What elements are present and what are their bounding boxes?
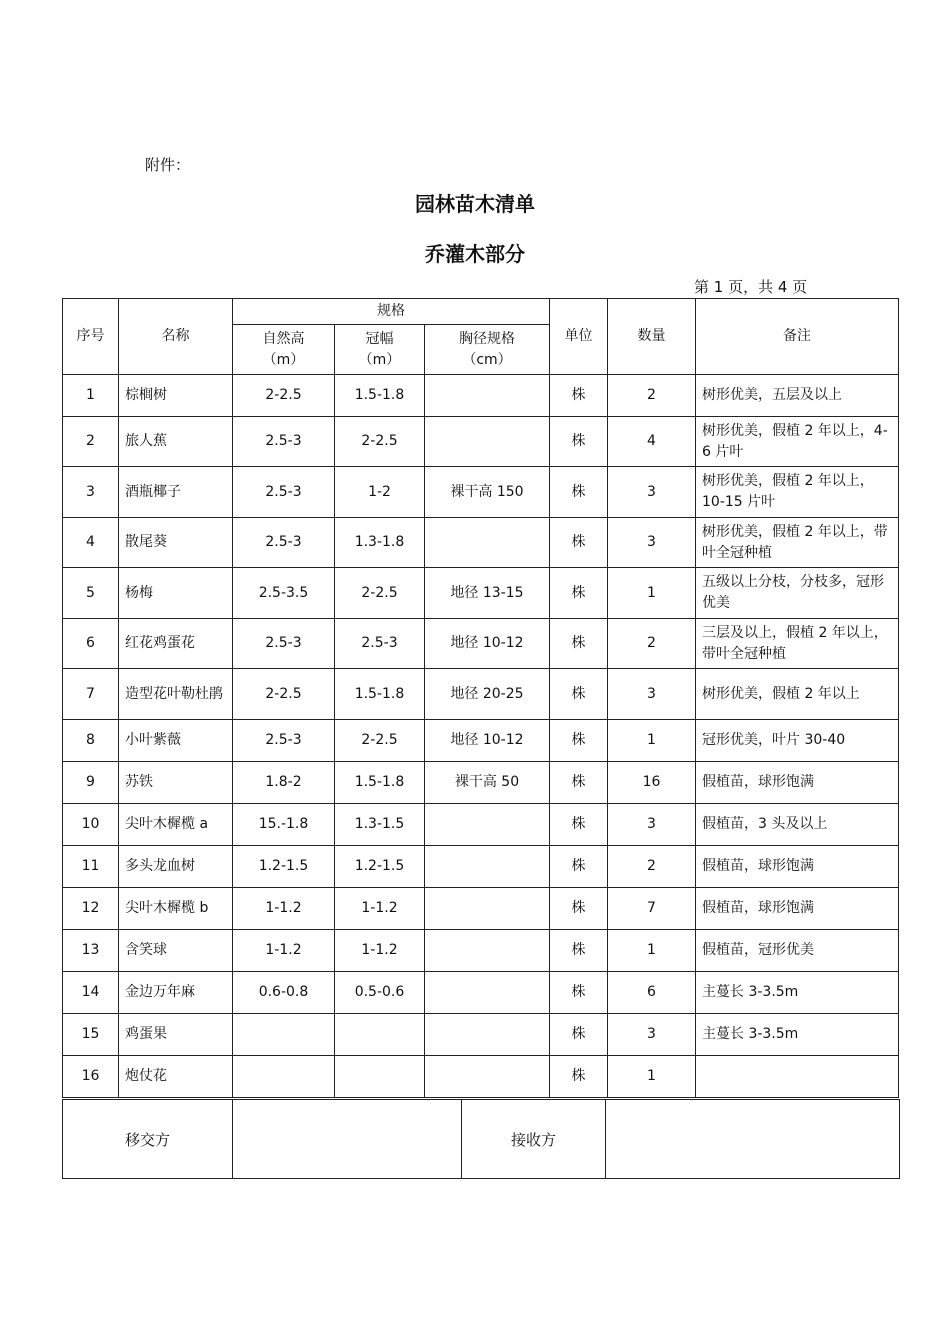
table-row xyxy=(63,930,899,972)
row-height: 1-1.2 xyxy=(233,888,335,930)
table-row xyxy=(63,888,899,930)
row-name: 散尾葵 xyxy=(119,518,233,568)
row-unit: 株 xyxy=(550,1014,608,1056)
row-unit: 株 xyxy=(550,467,608,518)
row-crown: 1.5-1.8 xyxy=(335,375,425,417)
row-note: 树形优美，假植 2 年以上，4-6 片叶 xyxy=(696,417,899,467)
row-qty: 1 xyxy=(608,1056,696,1098)
row-index: 16 xyxy=(63,1056,119,1098)
row-index: 6 xyxy=(63,619,119,669)
row-name: 金边万年麻 xyxy=(119,972,233,1014)
table-row xyxy=(63,669,899,720)
row-dbh xyxy=(425,518,550,568)
row-unit: 株 xyxy=(550,930,608,972)
row-qty: 3 xyxy=(608,1014,696,1056)
row-note: 假植苗，3 头及以上 xyxy=(696,804,899,846)
row-dbh xyxy=(425,804,550,846)
header-qty: 数量 xyxy=(608,299,696,375)
row-note: 树形优美，五层及以上 xyxy=(696,375,899,417)
row-index: 14 xyxy=(63,972,119,1014)
row-unit: 株 xyxy=(550,1056,608,1098)
row-qty: 1 xyxy=(608,930,696,972)
row-crown: 2-2.5 xyxy=(335,568,425,619)
row-height: 2-2.5 xyxy=(233,669,335,720)
row-name: 尖叶木樨榄 a xyxy=(119,804,233,846)
row-crown: 1-2 xyxy=(335,467,425,518)
header-spec: 规格 xyxy=(233,299,550,325)
table-row xyxy=(63,417,899,467)
row-dbh xyxy=(425,888,550,930)
transfer-party-label: 移交方 xyxy=(63,1100,233,1179)
row-crown: 1.5-1.8 xyxy=(335,762,425,804)
row-note: 假植苗，球形饱满 xyxy=(696,888,899,930)
row-dbh xyxy=(425,1014,550,1056)
row-dbh xyxy=(425,375,550,417)
row-note: 假植苗，球形饱满 xyxy=(696,846,899,888)
row-name: 含笑球 xyxy=(119,930,233,972)
row-unit: 株 xyxy=(550,720,608,762)
table-row xyxy=(63,568,899,619)
row-qty: 7 xyxy=(608,888,696,930)
row-crown: 1-1.2 xyxy=(335,930,425,972)
row-unit: 株 xyxy=(550,375,608,417)
row-qty: 2 xyxy=(608,375,696,417)
row-height: 2.5-3 xyxy=(233,720,335,762)
row-crown: 2.5-3 xyxy=(335,619,425,669)
header-unit: 单位 xyxy=(550,299,608,375)
table-row xyxy=(63,375,899,417)
row-height: 2.5-3 xyxy=(233,619,335,669)
row-index: 4 xyxy=(63,518,119,568)
header-crown: 冠幅 （m） xyxy=(335,325,425,375)
row-note: 三层及以上，假植 2 年以上，带叶全冠种植 xyxy=(696,619,899,669)
row-name: 杨梅 xyxy=(119,568,233,619)
row-index: 5 xyxy=(63,568,119,619)
row-height: 2-2.5 xyxy=(233,375,335,417)
row-height xyxy=(233,1056,335,1098)
row-unit: 株 xyxy=(550,518,608,568)
row-qty: 6 xyxy=(608,972,696,1014)
row-dbh: 地径 10-12 xyxy=(425,619,550,669)
document-subtitle: 乔灌木部分 xyxy=(425,242,525,266)
row-index: 3 xyxy=(63,467,119,518)
table-row xyxy=(63,720,899,762)
row-name: 红花鸡蛋花 xyxy=(119,619,233,669)
row-qty: 2 xyxy=(608,846,696,888)
row-qty: 2 xyxy=(608,619,696,669)
table-row xyxy=(63,467,899,518)
row-crown xyxy=(335,1014,425,1056)
row-unit: 株 xyxy=(550,762,608,804)
row-name: 小叶紫薇 xyxy=(119,720,233,762)
row-qty: 4 xyxy=(608,417,696,467)
row-unit: 株 xyxy=(550,888,608,930)
row-dbh: 地径 10-12 xyxy=(425,720,550,762)
table-row xyxy=(63,972,899,1014)
row-note: 树形优美，假植 2 年以上，10-15 片叶 xyxy=(696,467,899,518)
row-note: 假植苗，冠形优美 xyxy=(696,930,899,972)
row-note: 主蔓长 3-3.5m xyxy=(696,1014,899,1056)
row-dbh xyxy=(425,846,550,888)
row-note: 五级以上分枝，分枝多，冠形优美 xyxy=(696,568,899,619)
row-note xyxy=(696,1056,899,1098)
row-dbh: 地径 20-25 xyxy=(425,669,550,720)
table-row xyxy=(63,762,899,804)
row-index: 8 xyxy=(63,720,119,762)
row-dbh xyxy=(425,972,550,1014)
row-height: 1-1.2 xyxy=(233,930,335,972)
row-dbh xyxy=(425,1056,550,1098)
row-name: 棕榈树 xyxy=(119,375,233,417)
receive-party-label: 接收方 xyxy=(462,1100,606,1179)
row-crown: 2-2.5 xyxy=(335,417,425,467)
row-unit: 株 xyxy=(550,417,608,467)
row-height xyxy=(233,1014,335,1056)
row-qty: 16 xyxy=(608,762,696,804)
header-note: 备注 xyxy=(696,299,899,375)
row-name: 炮仗花 xyxy=(119,1056,233,1098)
table-row xyxy=(63,804,899,846)
row-crown: 1-1.2 xyxy=(335,888,425,930)
row-crown xyxy=(335,1056,425,1098)
header-index: 序号 xyxy=(63,299,119,375)
row-unit: 株 xyxy=(550,669,608,720)
row-qty: 1 xyxy=(608,568,696,619)
row-unit: 株 xyxy=(550,568,608,619)
table-row xyxy=(63,1056,899,1098)
row-crown: 0.5-0.6 xyxy=(335,972,425,1014)
row-unit: 株 xyxy=(550,972,608,1014)
row-index: 12 xyxy=(63,888,119,930)
row-note: 树形优美，假植 2 年以上 xyxy=(696,669,899,720)
nursery-stock-table xyxy=(62,298,899,1098)
row-index: 15 xyxy=(63,1014,119,1056)
row-crown: 2-2.5 xyxy=(335,720,425,762)
row-qty: 3 xyxy=(608,518,696,568)
row-crown: 1.3-1.8 xyxy=(335,518,425,568)
row-name: 旅人蕉 xyxy=(119,417,233,467)
header-height: 自然高 （m） xyxy=(233,325,335,375)
row-unit: 株 xyxy=(550,804,608,846)
row-note: 假植苗，球形饱满 xyxy=(696,762,899,804)
row-height: 15.-1.8 xyxy=(233,804,335,846)
row-height: 1.2-1.5 xyxy=(233,846,335,888)
row-dbh: 裸干高 150 xyxy=(425,467,550,518)
table-row xyxy=(63,619,899,669)
row-note: 主蔓长 3-3.5m xyxy=(696,972,899,1014)
row-height: 0.6-0.8 xyxy=(233,972,335,1014)
transfer-party-field[interactable] xyxy=(233,1100,462,1179)
header-dbh: 胸径规格 （cm） xyxy=(425,325,550,375)
row-crown: 1.3-1.5 xyxy=(335,804,425,846)
table-row xyxy=(63,846,899,888)
header-name: 名称 xyxy=(119,299,233,375)
row-index: 9 xyxy=(63,762,119,804)
row-qty: 3 xyxy=(608,467,696,518)
row-note: 冠形优美，叶片 30-40 xyxy=(696,720,899,762)
row-unit: 株 xyxy=(550,619,608,669)
row-index: 2 xyxy=(63,417,119,467)
row-qty: 3 xyxy=(608,804,696,846)
row-height: 2.5-3 xyxy=(233,518,335,568)
row-index: 1 xyxy=(63,375,119,417)
receive-party-field[interactable] xyxy=(606,1100,900,1179)
row-index: 7 xyxy=(63,669,119,720)
row-dbh: 地径 13-15 xyxy=(425,568,550,619)
row-height: 2.5-3.5 xyxy=(233,568,335,619)
row-name: 造型花叶勒杜鹃 xyxy=(119,669,233,720)
row-name: 酒瓶椰子 xyxy=(119,467,233,518)
row-name: 苏铁 xyxy=(119,762,233,804)
row-note: 树形优美，假植 2 年以上，带叶全冠种植 xyxy=(696,518,899,568)
table-row xyxy=(63,1014,899,1056)
row-index: 13 xyxy=(63,930,119,972)
attachment-label: 附件： xyxy=(145,156,191,174)
row-height: 1.8-2 xyxy=(233,762,335,804)
row-index: 10 xyxy=(63,804,119,846)
row-name: 鸡蛋果 xyxy=(119,1014,233,1056)
row-dbh xyxy=(425,417,550,467)
row-qty: 1 xyxy=(608,720,696,762)
row-height: 2.5-3 xyxy=(233,467,335,518)
row-dbh xyxy=(425,930,550,972)
table-row xyxy=(63,518,899,568)
row-crown: 1.2-1.5 xyxy=(335,846,425,888)
row-crown: 1.5-1.8 xyxy=(335,669,425,720)
row-qty: 3 xyxy=(608,669,696,720)
table-header xyxy=(63,299,899,375)
row-name: 多头龙血树 xyxy=(119,846,233,888)
row-dbh: 裸干高 50 xyxy=(425,762,550,804)
row-unit: 株 xyxy=(550,846,608,888)
page-info: 第 1 页，共 4 页 xyxy=(694,278,808,296)
table-body xyxy=(63,375,899,1098)
signature-table xyxy=(62,1099,900,1179)
row-index: 11 xyxy=(63,846,119,888)
row-height: 2.5-3 xyxy=(233,417,335,467)
document-title: 园林苗木清单 xyxy=(415,192,535,216)
row-name: 尖叶木樨榄 b xyxy=(119,888,233,930)
